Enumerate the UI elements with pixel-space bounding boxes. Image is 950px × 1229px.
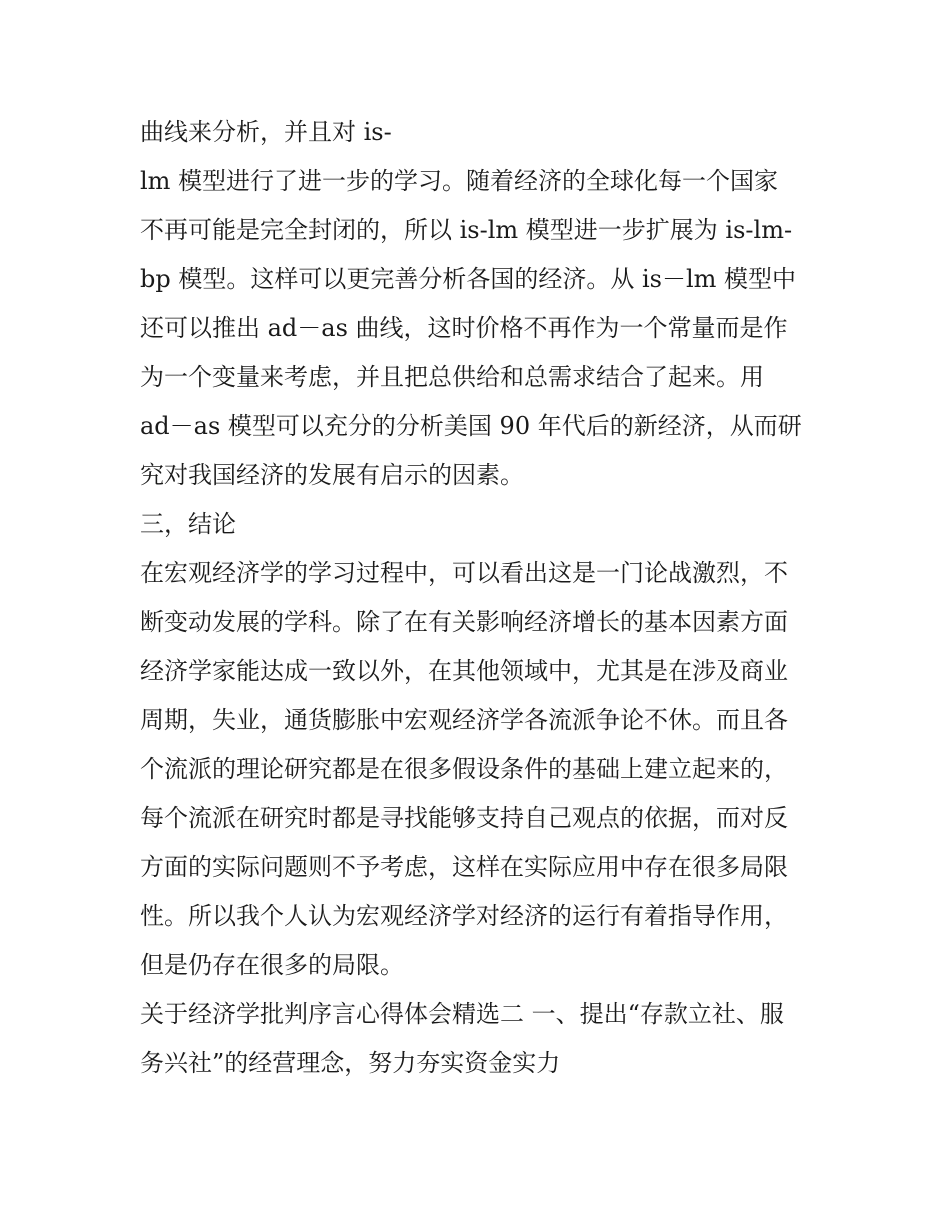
text-line: 周期，失业，通货膨胀中宏观经济学各流派争论不休。而且各	[140, 706, 788, 734]
text-line: 曲线来分析，并且对 is-	[140, 118, 392, 146]
text-line: 务兴社”的经营理念，努力夯实资金实力	[140, 1049, 561, 1077]
text-line: 关于经济学批判序言心得体会精选二 一、提出“存款立社、服	[140, 1000, 784, 1028]
text-line: bp 模型。这样可以更完善分析各国的经济。从 is－lm 模型中	[140, 265, 797, 293]
text-line: 为一个变量来考虑，并且把总供给和总需求结合了起来。用	[140, 363, 764, 391]
body-text	[140, 108, 820, 1088]
text-line: 在宏观经济学的学习过程中，可以看出这是一门论战激烈，不	[140, 559, 788, 587]
section-heading: 三，结论	[140, 510, 236, 538]
text-line: 经济学家能达成一致以外，在其他领域中，尤其是在涉及商业	[140, 657, 788, 685]
text-line: 不再可能是完全封闭的，所以 is-lm 模型进一步扩展为 is-lm-	[140, 216, 793, 244]
text-line: lm 模型进行了进一步的学习。随着经济的全球化每一个国家	[140, 167, 779, 195]
text-line: 方面的实际问题则不予考虑，这样在实际应用中存在很多局限	[140, 853, 788, 881]
text-line: 每个流派在研究时都是寻找能够支持自己观点的依据，而对反	[140, 804, 788, 832]
text-line: 究对我国经济的发展有启示的因素。	[140, 461, 524, 489]
text-line: 还可以推出 ad－as 曲线，这时价格不再作为一个常量而是作	[140, 314, 788, 342]
text-line: 断变动发展的学科。除了在有关影响经济增长的基本因素方面	[140, 608, 788, 636]
text-line: 但是仍存在很多的局限。	[140, 951, 404, 979]
text-line: ad－as 模型可以充分的分析美国 90 年代后的新经济，从而研	[140, 412, 802, 440]
text-line: 性。所以我个人认为宏观经济学对经济的运行有着指导作用，	[140, 902, 788, 930]
text-line: 个流派的理论研究都是在很多假设条件的基础上建立起来的，	[140, 755, 788, 783]
